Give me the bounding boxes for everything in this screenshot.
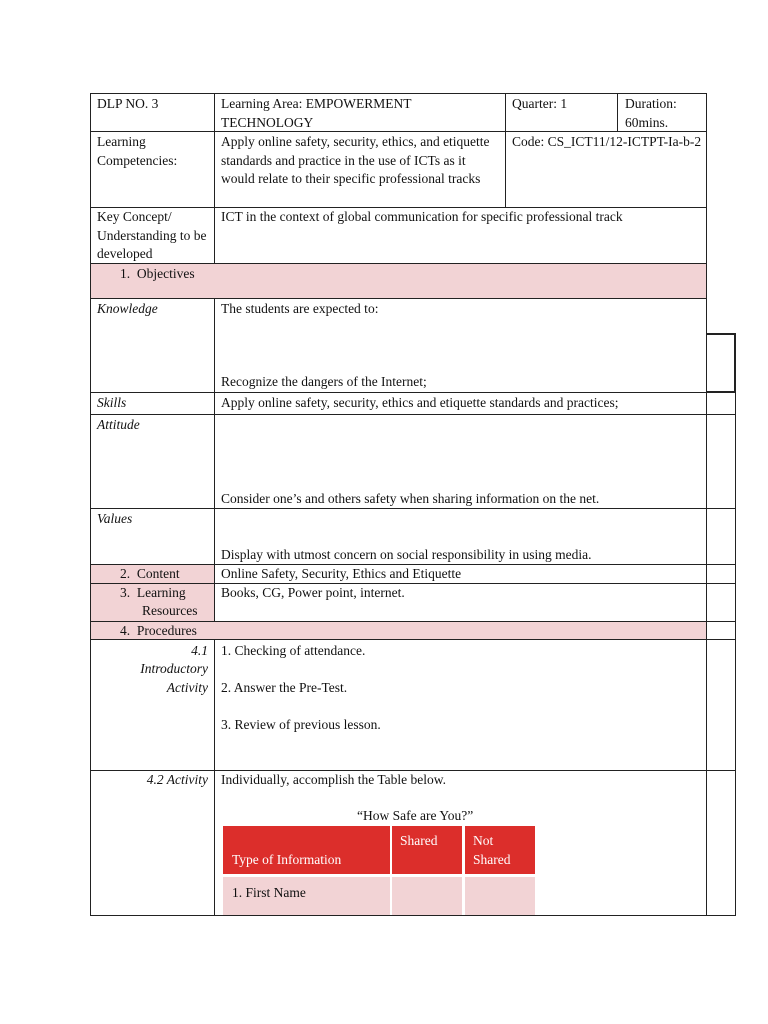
procedures-heading: 4. Procedures [120,623,197,638]
competencies-label: Learning Competencies: [97,134,178,168]
values-label: Values [97,511,133,526]
knowledge-label: Knowledge [97,301,158,316]
resources-label-line1: 3. Learning [120,585,186,600]
table-row: 1. First Name [232,885,306,900]
intro-item: 3. Review of previous lesson. [221,717,381,732]
header-not-shared-line1: Not [473,833,494,848]
intro-label-number: 4.1 [191,643,208,658]
intro-item: 2. Answer the Pre-Test. [221,680,348,695]
skills-text: Apply online safety, security, ethics and etiquette standards and practices; [221,395,619,410]
key-concept-label: Key Concept/ Understanding to be developed [97,209,207,261]
resources-text: Books, CG, Power point, internet. [221,585,405,600]
attitude-label: Attitude [97,417,140,432]
activity-text: Individually, accomplish the Table below. [221,772,446,787]
attitude-text: Consider one’s and others safety when sharing information on the net. [221,491,600,506]
quarter: Quarter: 1 [512,96,568,111]
dlp-number: DLP NO. 3 [97,96,159,111]
competency-code: Code: CS_ICT11/12-ICTPT-Ia-b-2 [512,134,702,149]
intro-item: 1. Checking of attendance. [221,643,366,658]
activity-label: 4.2 Activity [146,772,208,787]
duration: Duration: 60mins. [625,96,677,130]
objectives-heading: 1. Objectives [120,266,195,281]
key-concept-text: ICT in the context of global communication for specific professional track [221,209,623,224]
content-text: Online Safety, Security, Ethics and Etiquette [221,566,462,581]
learning-area: Learning Area: EMPOWERMENT TECHNOLOGY [221,96,412,130]
competencies-text: Apply online safety, security, ethics, and etiquette standards and practice in the use of ICTs as it would relate to their specific professional tracks [221,134,490,186]
safety-table-title: “How Safe are You?” [357,808,474,823]
header-not-shared-line2: Shared [473,852,511,867]
header-shared: Shared [400,833,438,848]
intro-label-title: Introductory [140,661,208,676]
knowledge-intro: The students are expected to: [221,301,379,316]
content-label: 2. Content [120,566,180,581]
knowledge-text: Recognize the dangers of the Internet; [221,374,427,389]
values-text: Display with utmost concern on social responsibility in using media. [221,547,592,562]
header-type-of-information: Type of Information [232,852,342,867]
row-cell-shared [392,877,462,915]
intro-label-activity: Activity [166,680,208,695]
skills-label: Skills [97,395,127,410]
row-cell-not-shared [465,877,535,915]
resources-label-line2: Resources [142,603,198,618]
